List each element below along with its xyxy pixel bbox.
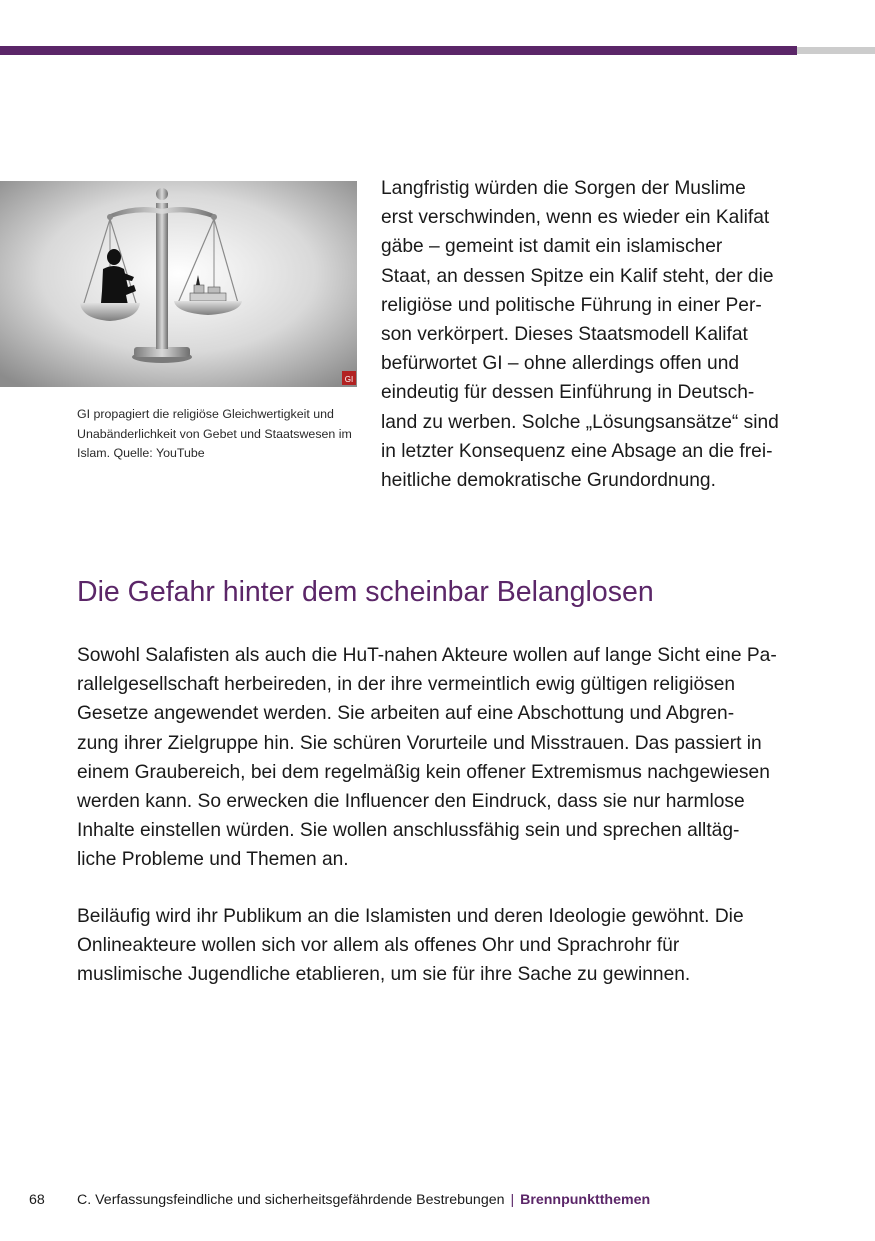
section-heading: Die Gefahr hinter dem scheinbar Belanglosen xyxy=(77,576,654,608)
text-line: Gesetze angewendet werden. Sie arbeiten auf eine Abschottung und Abgren- xyxy=(77,703,735,725)
figure-caption xyxy=(77,405,367,464)
scale-finial xyxy=(156,188,168,200)
text-line: muslimische Jugendliche etablieren, um sie für ihre Sache zu gewinnen. xyxy=(77,964,691,986)
footer-separator: | xyxy=(510,1192,515,1208)
text-line: Inhalte einstellen würden. Sie wollen anschlussfähig sein und sprechen alltäg- xyxy=(77,820,740,842)
body-paragraph-2 xyxy=(77,902,837,990)
text-line: Beiläufig wird ihr Publikum an die Islamisten und deren Ideologie gewöhnt. Die xyxy=(77,906,744,927)
text-line: son verkörpert. Dieses Staatsmodell Kalifat xyxy=(381,324,748,346)
text-line: eindeutig für dessen Einführung in Deutsch- xyxy=(381,382,755,404)
header-grey-rule xyxy=(797,47,875,54)
page-number: 68 xyxy=(29,1192,45,1208)
text-line: Onlineakteure wollen sich vor allem als offenes Ohr und Sprachrohr für xyxy=(77,935,680,957)
body-paragraph-1 xyxy=(77,641,837,875)
header-accent-rule xyxy=(0,46,797,55)
text-line: Staat, an dessen Spitze ein Kalif steht, der die xyxy=(381,265,774,287)
footer-chapter xyxy=(77,1189,650,1211)
text-line: befürwortet GI – ohne allerdings offen und xyxy=(381,353,740,375)
footer-section: Brennpunktthemen xyxy=(520,1192,651,1208)
text-line: gäbe – gemeint ist damit ein islamischer xyxy=(381,236,723,258)
text-line: einem Graubereich, bei dem regelmäßig kein offener Extremismus nachgewiesen xyxy=(77,761,770,783)
caption-line: GI propagiert die religiöse Gleichwertigkeit und xyxy=(77,407,334,421)
text-line: werden kann. So erwecken die Influencer den Eindruck, dass sie nur harmlose xyxy=(77,791,745,813)
scale-image xyxy=(0,181,357,387)
text-line: religiöse und politische Führung in einer Per- xyxy=(381,294,762,316)
caption-line: Unabänderlichkeit von Gebet und Staatswesen im xyxy=(77,426,352,441)
text-line: land zu werben. Solche „Lösungsansätze“ sind xyxy=(381,411,779,433)
text-line: Sowohl Salafisten als auch die HuT-nahen Akteure wollen auf lange Sicht eine Pa- xyxy=(77,645,777,666)
text-line: rallelgesellschaft herbeireden, in der ihre vermeintlich ewig gültigen religiösen xyxy=(77,674,736,696)
side-paragraph xyxy=(381,174,791,495)
gi-logo-text: GI xyxy=(344,375,354,384)
text-line: heitliche demokratische Grundordnung. xyxy=(381,470,716,492)
text-line: Langfristig würden die Sorgen der Muslime xyxy=(381,178,746,199)
text-line: erst verschwinden, wenn es wieder ein Kalifat xyxy=(381,207,770,229)
page-footer xyxy=(0,1189,875,1211)
text-line: zung ihrer Zielgruppe hin. Sie schüren Vorurteile und Misstrauen. Das passiert in xyxy=(77,732,762,754)
text-line: in letzter Konsequenz eine Absage an die frei- xyxy=(381,440,773,462)
text-line: liche Probleme und Themen an. xyxy=(77,849,349,871)
footer-chapter-title: C. Verfassungsfeindliche und sicherheitsgefährdende Bestrebungen xyxy=(77,1192,505,1208)
scale-pillar xyxy=(156,203,168,349)
scale-illustration xyxy=(0,181,357,387)
caption-line: Islam. Quelle: YouTube xyxy=(77,446,205,460)
